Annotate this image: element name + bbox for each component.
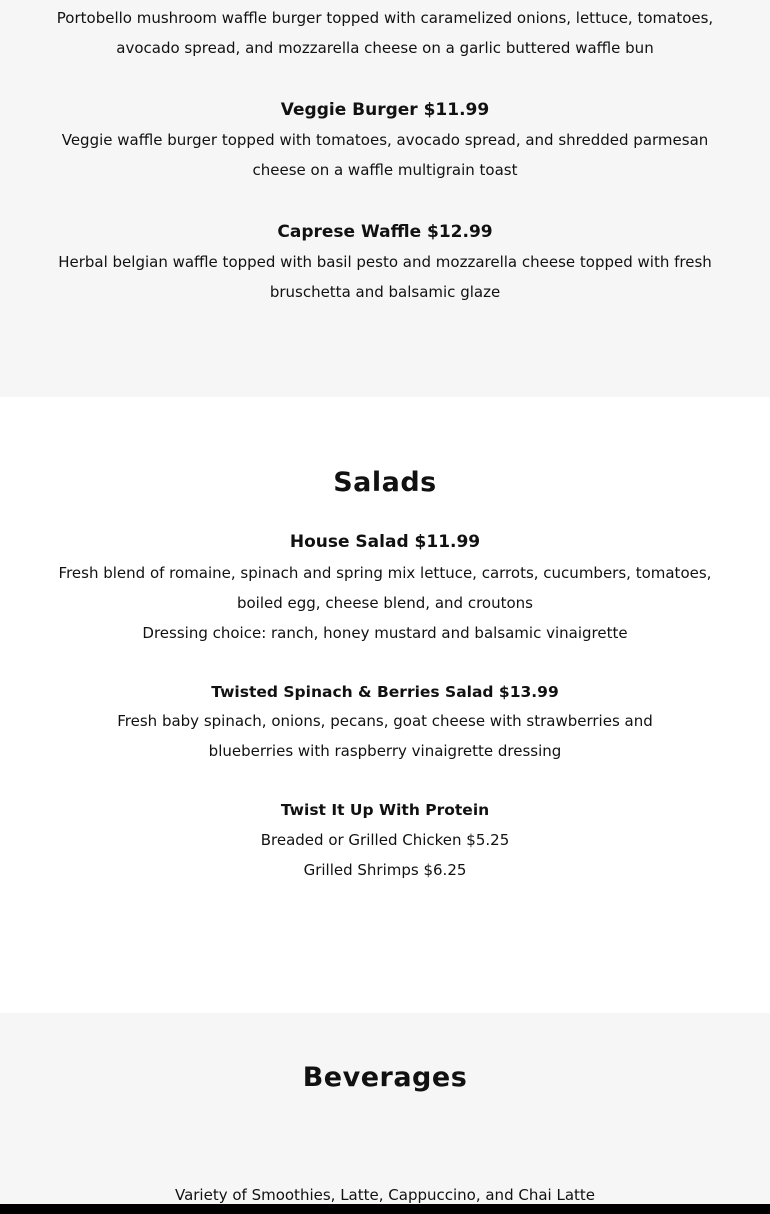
bottom-bar (0, 1204, 770, 1214)
house-salad-dressing: Dressing choice: ranch, honey mustard and balsamic vinaigrette (142, 624, 628, 642)
veggie-burger-description: Veggie waffle burger topped with tomatoes, avocado spread, and shredded parmesan cheese on a waffle multigrain toast (61, 131, 709, 179)
caprese-waffle-description: Herbal belgian waffle topped with basil pesto and mozzarella cheese topped with fresh bruschetta and balsamic glaze (58, 253, 712, 301)
portobello-burger-description: Portobello mushroom waffle burger topped with caramelized onions, lettuce, tomatoes, avocado spread, and mozzarella cheese on a garlic buttered waffle bun (56, 9, 714, 57)
spinach-berries-salad-description: Fresh baby spinach, onions, pecans, goat cheese with strawberries and blueberries with raspberry vinaigrette dressing (117, 712, 653, 760)
protein-shrimp-option: Grilled Shrimps $6.25 (303, 861, 467, 879)
protein-addon-title: Twist It Up With Protein (280, 801, 490, 819)
house-salad-title: House Salad $11.99 (289, 532, 481, 552)
beverages-section (0, 1013, 770, 1214)
caprese-waffle-title: Caprese Waffle $12.99 (277, 222, 493, 242)
salads-section (0, 397, 770, 1013)
burgers-section (0, 0, 770, 397)
salads-heading: Salads (333, 467, 437, 498)
beverages-heading: Beverages (302, 1062, 468, 1093)
veggie-burger-title: Veggie Burger $11.99 (280, 100, 490, 120)
protein-chicken-option: Breaded or Grilled Chicken $5.25 (260, 831, 510, 849)
spinach-berries-salad-title: Twisted Spinach & Berries Salad $13.99 (211, 683, 559, 701)
beverages-description: Variety of Smoothies, Latte, Cappuccino, and Chai Latte (174, 1186, 596, 1204)
house-salad-description: Fresh blend of romaine, spinach and spring mix lettuce, carrots, cucumbers, tomatoes, boiled egg, cheese blend, and croutons (58, 564, 712, 612)
